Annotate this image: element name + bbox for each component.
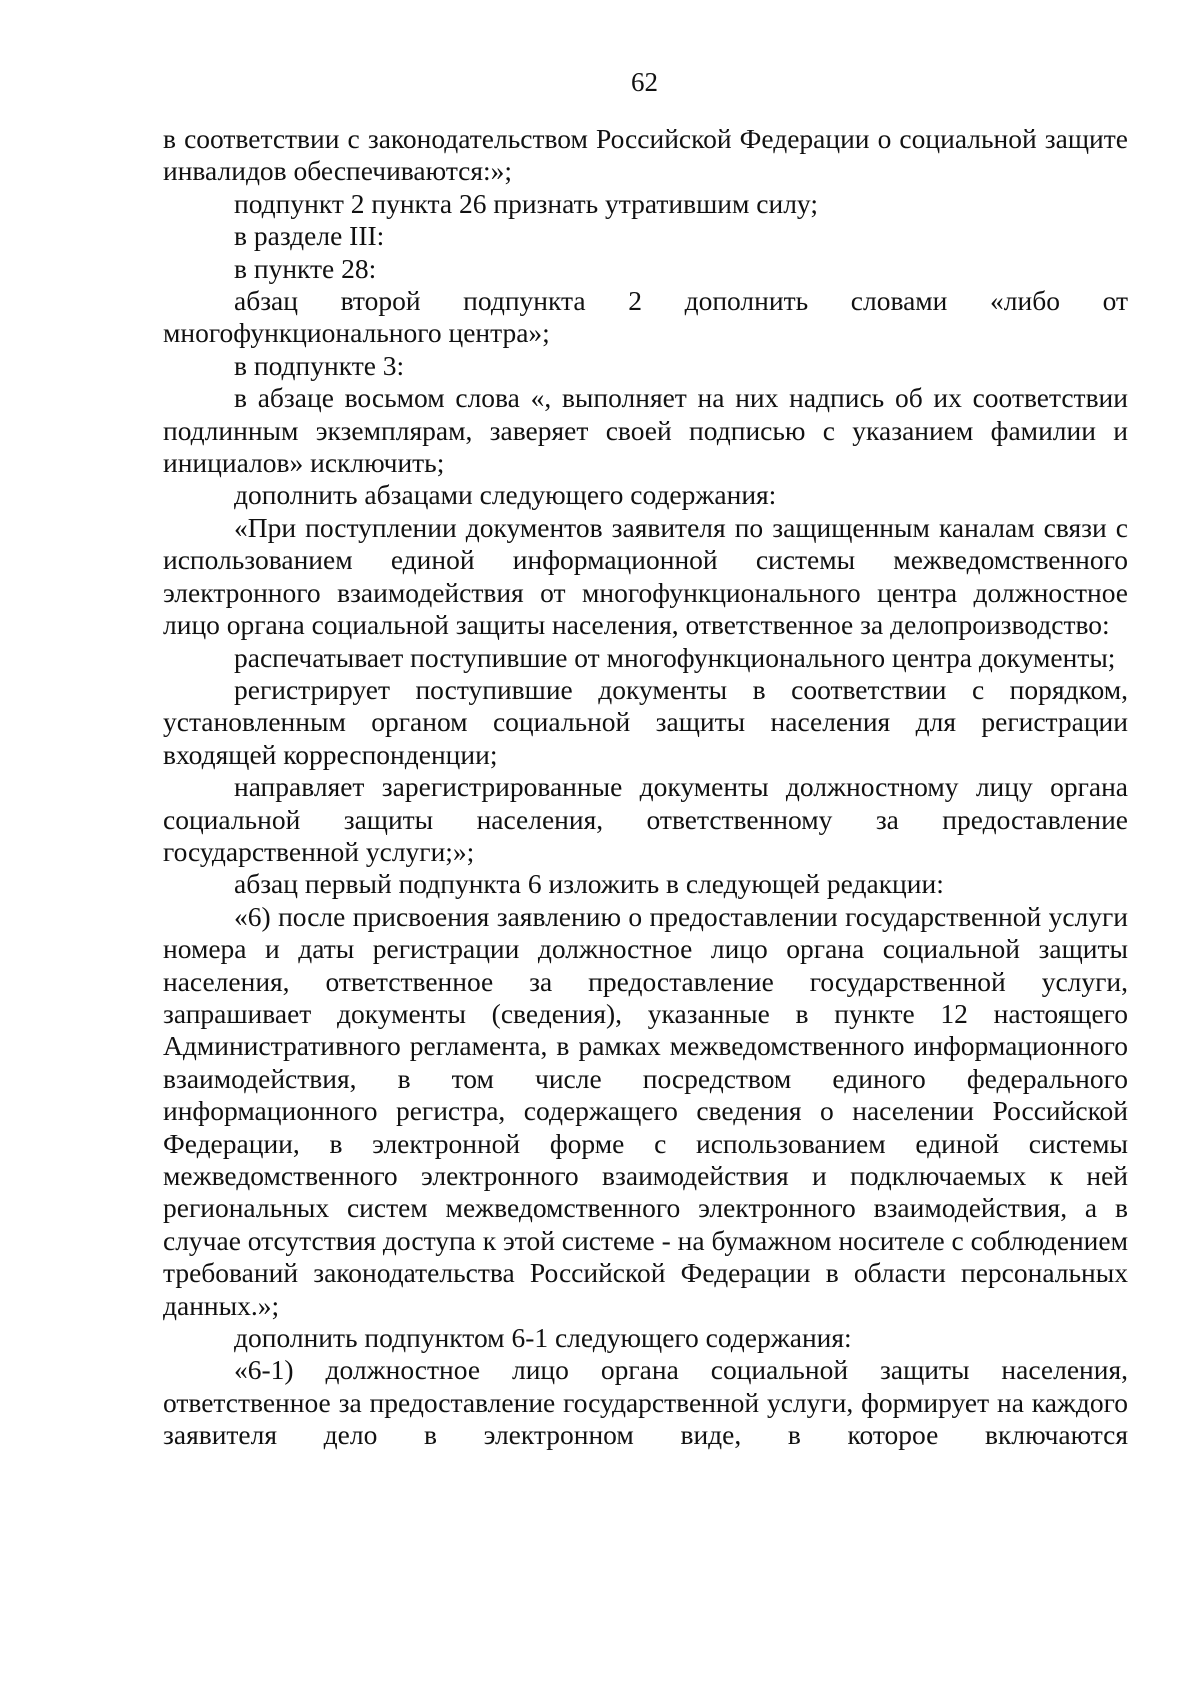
paragraph: распечатывает поступившие от многофункционального центра документы;	[234, 641, 1116, 673]
paragraph: подпункт 2 пункта 26 признать утратившим силу;	[234, 187, 818, 219]
paragraph: «6-1) должностное лицо органа социальной защиты населения, ответственное за предоставление государственной услуги, формирует на каждого заявителя дело в электронном виде, в которое включаются	[163, 1354, 1128, 1451]
paragraph: в подпункте 3:	[234, 349, 405, 381]
paragraph: в пункте 28:	[234, 252, 377, 284]
paragraph: в разделе III:	[234, 220, 385, 252]
paragraph: «6) после присвоения заявлению о предоставлении государственной услуги номера и даты регистрации должностное лицо органа социальной защиты населения, ответственное за предоставление государственной услуги, запрашивает документы (сведения), указанные в пункте 12 настоящего Административного регламента, в рамках межведомственного информационного взаимодействия, в том числе посредством единого федерального информационного регистра, содержащего сведения о населении Российской Федерации, в электронной форме с использованием единой системы межведомственного электронного взаимодействия и подключаемых к ней региональных систем межведомственного электронного взаимодействия, а в случае отсутствия доступа к этой системе - на бумажном носителе с соблюдением требований законодательства Российской Федерации в области персональных данных.»;	[163, 900, 1128, 1321]
paragraph: в абзаце восьмом слова «, выполняет на них надпись об их соответствии подлинным экземплярам, заверяет своей подписью с указанием фамилии и инициалов» исключить;	[163, 382, 1128, 479]
paragraph: направляет зарегистрированные документы должностному лицу органа социальной защиты населения, ответственному за предоставление государственной услуги;»;	[163, 771, 1128, 867]
paragraph: в соответствии с законодательством Российской Федерации о социальной защите инвалидов обеспечиваются:»;	[163, 123, 1128, 187]
document-body	[163, 123, 1128, 1452]
paragraph: абзац первый подпункта 6 изложить в следующей редакции:	[234, 868, 944, 900]
paragraph: абзац второй подпункта 2 дополнить словами «либо от многофункционального центра»;	[163, 285, 1128, 349]
paragraph: дополнить абзацами следующего содержания:	[234, 479, 777, 511]
paragraph: «При поступлении документов заявителя по защищенным каналам связи с использованием единой информационной системы межведомственного электронного взаимодействия от многофункционального центра должностное лицо органа социальной защиты населения, ответственное за делопроизводство:	[163, 511, 1128, 641]
paragraph: регистрирует поступившие документы в соответствии с порядком, установленным органом социальной защиты населения для регистрации входящей корреспонденции;	[163, 673, 1128, 770]
paragraph: дополнить подпунктом 6-1 следующего содержания:	[234, 1322, 852, 1354]
page-number: 62	[631, 67, 658, 97]
